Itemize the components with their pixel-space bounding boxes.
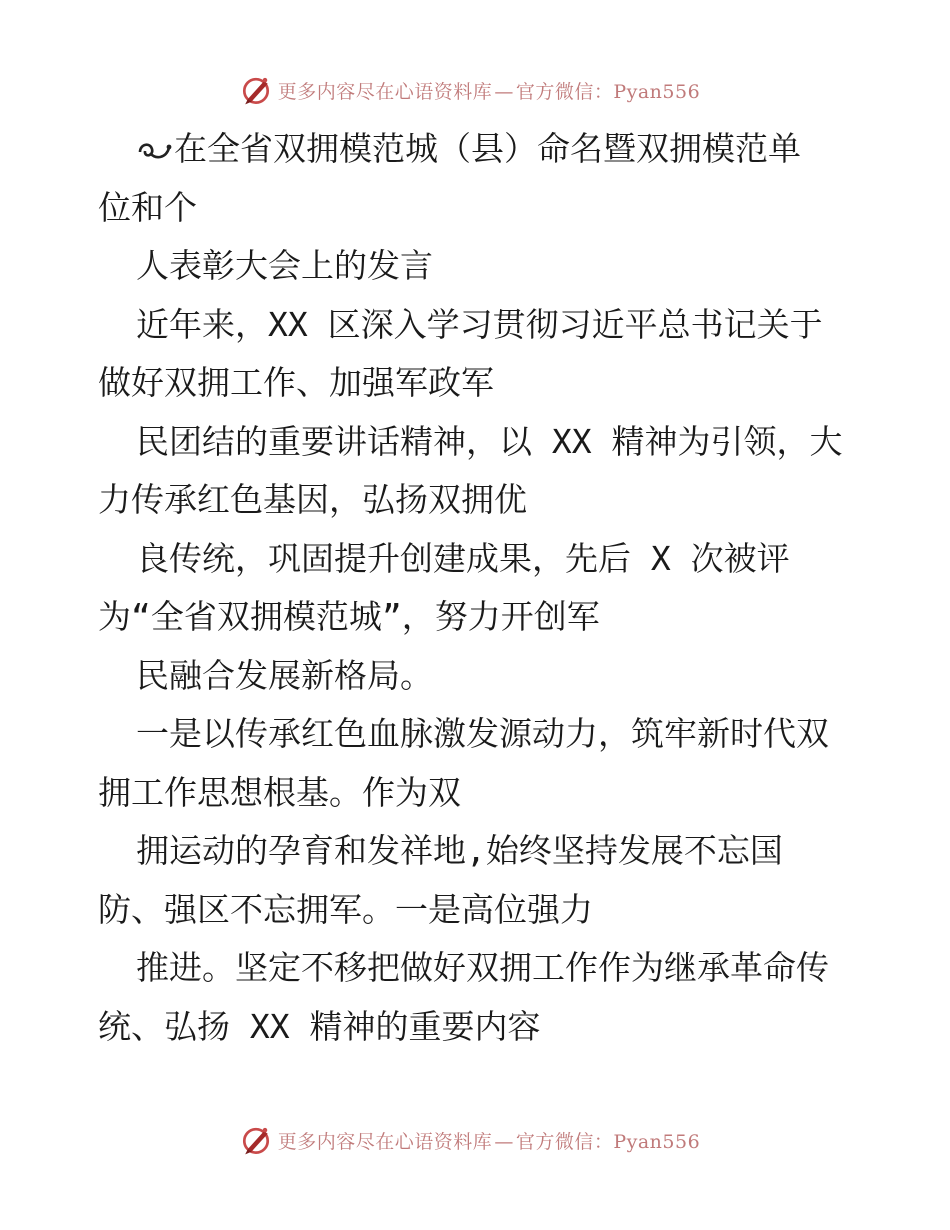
- paragraph-line: 统、弘扬 XX 精神的重要内容: [98, 1006, 541, 1046]
- paragraph-line: 拥工作思想根基。作为双: [98, 772, 461, 812]
- document-body: [98, 120, 858, 1056]
- document-title-line-2: 位和个: [98, 187, 197, 227]
- paragraph-line: 民融合发展新格局。: [136, 655, 433, 695]
- header-wechat-id: Pyan556: [613, 80, 701, 103]
- footer-banner-inner: [238, 1122, 700, 1158]
- footer-banner-text: [278, 1127, 700, 1154]
- document-title-line-1: [98, 120, 858, 179]
- header-banner: [0, 70, 950, 110]
- paragraph-line: 做好双拥工作、加强军政军: [98, 363, 494, 402]
- footer-site-name: 更多内容尽在心语资料库: [277, 1130, 493, 1153]
- header-banner-text: [278, 77, 700, 104]
- paragraph-line: 拥运动的孕育和发祥地,始终坚持发展不忘国: [136, 831, 783, 870]
- document-line-text: 在全省双拥模范城（县）命名暨双拥模范单: [174, 129, 801, 168]
- paragraph-line: 为“全省双拥模范城”，努力开创军: [98, 597, 600, 636]
- paragraph-line: 一是以传承红色血脉激发源动力，筑牢新时代双: [136, 714, 829, 753]
- header-dash: —: [494, 80, 514, 103]
- footer-wechat-id: Pyan556: [613, 1130, 701, 1153]
- footer-dash: —: [494, 1130, 514, 1153]
- pen-logo-icon: [238, 72, 274, 108]
- footer-banner: [0, 1120, 950, 1160]
- pen-logo-icon: [238, 1122, 274, 1158]
- header-banner-inner: [238, 72, 700, 108]
- header-wechat-label: 官方微信：: [515, 80, 614, 103]
- paragraph-line: 推进。坚定不移把做好双拥工作作为继承革命传: [136, 948, 829, 987]
- ornament-icon: [136, 136, 174, 166]
- footer-wechat-label: 官方微信：: [515, 1130, 614, 1153]
- paragraph-line: 良传统，巩固提升创建成果，先后 X 次被评: [136, 538, 790, 578]
- document-title-line-3: 人表彰大会上的发言: [136, 246, 433, 285]
- paragraph-line: 防、强区不忘拥军。一是高位强力: [98, 889, 593, 929]
- paragraph-line: 力传承红色基因，弘扬双拥优: [98, 480, 527, 519]
- paragraph-line: 近年来，XX 区深入学习贯彻习近平总书记关于: [136, 304, 823, 344]
- paragraph-line: 民团结的重要讲话精神，以 XX 精神为引领，大: [136, 421, 843, 461]
- header-site-name: 更多内容尽在心语资料库: [277, 80, 493, 103]
